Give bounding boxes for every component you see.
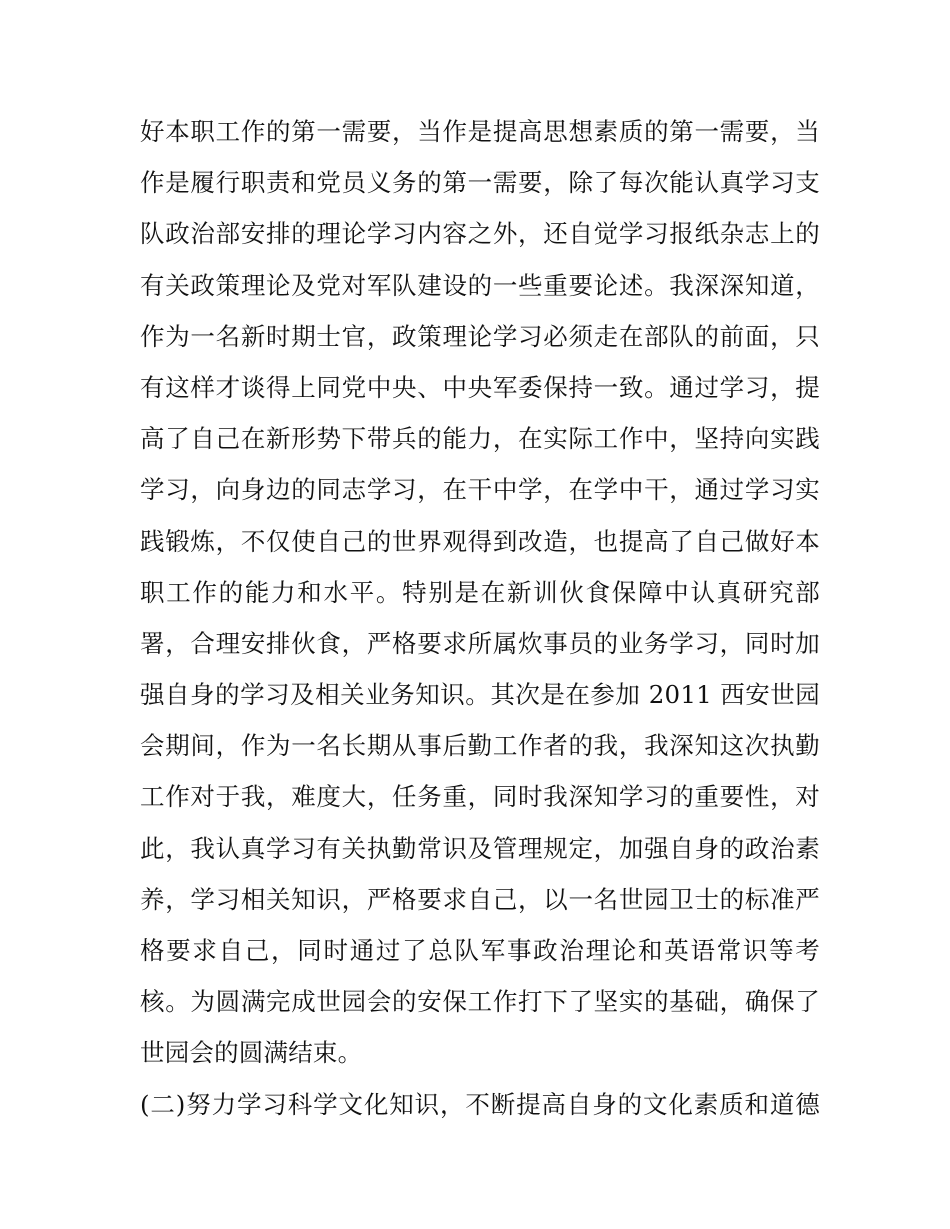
- text-line-15: 此，我认真学习有关执勤常识及管理规定，加强自身的政治素: [140, 833, 820, 863]
- body-text: [140, 106, 820, 1130]
- text-line-14: 工作对于我，难度大，任务重，同时我深知学习的重要性，对: [140, 782, 820, 812]
- text-line-18: 核。为圆满完成世园会的安保工作打下了坚实的基础，确保了: [140, 987, 820, 1017]
- text-line-17: 格要求自己，同时通过了总队军事政治理论和英语常识等考: [140, 936, 820, 965]
- text-line-6: 有这样才谈得上同党中央、中央军委保持一致。通过学习，提: [140, 372, 820, 402]
- text-line-7: 高了自己在新形势下带兵的能力，在实际工作中，坚持向实践: [140, 424, 820, 454]
- text-line-2: 作是履行职责和党员义务的第一需要，除了每次能认真学习支: [140, 168, 820, 198]
- text-line-4: 有关政策理论及党对军队建设的一些重要论述。我深深知道，: [140, 270, 820, 300]
- text-line-13: 会期间，作为一名长期从事后勤工作者的我，我深知这次执勤: [140, 731, 820, 761]
- text-line-5: 作为一名新时期士官，政策理论学习必须走在部队的前面，只: [140, 321, 820, 351]
- text-line-8: 学习，向身边的同志学习，在干中学，在学中干，通过学习实: [140, 475, 820, 505]
- section-heading-line: (二)努力学习科学文化知识，不断提高自身的文化素质和道德: [140, 1089, 820, 1119]
- text-line-19: 世园会的圆满结束。: [140, 1038, 363, 1068]
- text-line-11: 署，合理安排伙食，严格要求所属炊事员的业务学习，同时加: [140, 628, 820, 658]
- text-line-10: 职工作的能力和水平。特别是在新训伙食保障中认真研究部: [140, 577, 820, 607]
- text-line-16: 养，学习相关知识，严格要求自己，以一名世园卫士的标准严: [140, 884, 820, 914]
- text-line-1: 好本职工作的第一需要，当作是提高思想素质的第一需要，当: [140, 117, 820, 146]
- text-line-3: 队政治部安排的理论学习内容之外，还自觉学习报纸杂志上的: [140, 219, 820, 249]
- text-line-9: 践锻炼，不仅使自己的世界观得到改造，也提高了自己做好本: [140, 526, 820, 556]
- text-line-12: 强自身的学习及相关业务知识。其次是在参加 2011 西安世园: [140, 680, 820, 710]
